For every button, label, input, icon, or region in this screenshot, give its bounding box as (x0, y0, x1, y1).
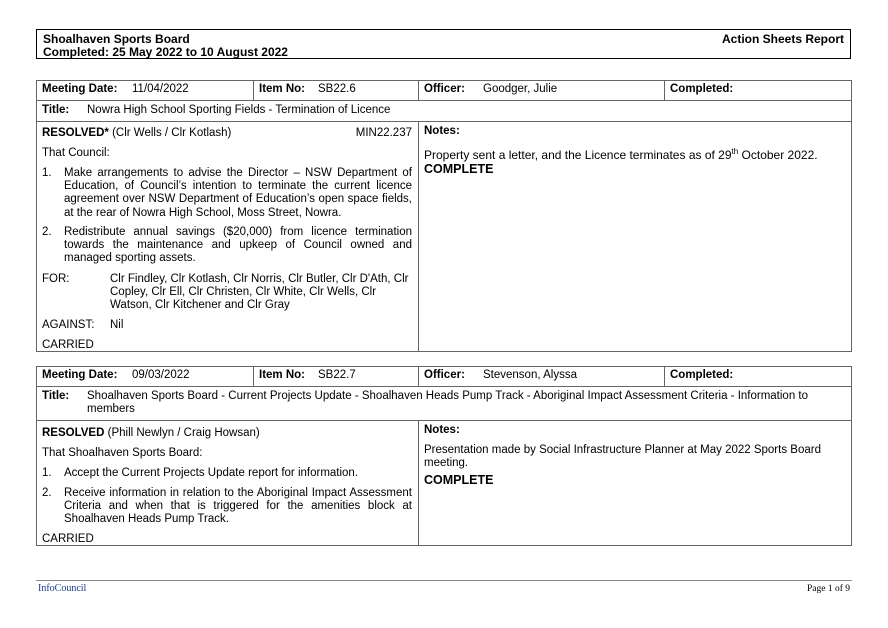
organisation-name: Shoalhaven Sports Board (43, 32, 190, 46)
resolution-heading (42, 427, 412, 440)
action-item-2 (36, 366, 852, 546)
meeting-date-label: Meeting Date: (42, 369, 118, 381)
resolved-label: RESOLVED* (42, 127, 109, 139)
item-no-label: Item No: (259, 369, 305, 381)
completed-label: Completed: (670, 369, 734, 381)
footer-divider (36, 580, 852, 581)
minute-reference: MIN22.237 (355, 127, 412, 139)
resolution-panel (37, 122, 418, 351)
list-text: Receive information in relation to the Aboriginal Impact Assessment Criteria and when that is triggered for the amenities block at Shoalhaven Heads Pump Track. (64, 487, 412, 526)
resolution-intro: That Council: (42, 147, 110, 159)
notes-panel (418, 421, 851, 545)
page-number: Page 1 of 9 (806, 584, 850, 594)
list-number: 1. (42, 467, 52, 479)
meeting-date-label: Meeting Date: (42, 83, 118, 95)
resolution-panel (37, 421, 418, 545)
item-no-label: Item No: (259, 83, 305, 95)
title-label: Title: (42, 104, 70, 116)
meeting-date-value: 09/03/2022 (132, 369, 190, 381)
officer-label: Officer: (424, 83, 465, 95)
report-header (36, 29, 851, 59)
resolved-label: RESOLVED (42, 427, 105, 439)
item-title: Nowra High School Sporting Fields - Termination of Licence (87, 104, 391, 116)
list-number: 2. (42, 487, 52, 499)
completed-label: Completed: (670, 83, 734, 95)
report-title: Action Sheets Report (721, 32, 844, 46)
item-no-value: SB22.7 (318, 369, 356, 381)
notes-panel (418, 122, 851, 351)
item-2-meta-row (37, 367, 851, 387)
against-text: Nil (110, 319, 124, 331)
list-number: 2. (42, 226, 52, 238)
resolution-intro: That Shoalhaven Sports Board: (42, 447, 203, 459)
resolution-heading (42, 127, 412, 140)
footer-brand: InfoCouncil (38, 583, 87, 594)
officer-label: Officer: (424, 369, 465, 381)
notes-text (424, 145, 845, 162)
for-label: FOR: (42, 273, 70, 285)
movers: (Phill Newlyn / Craig Howsan) (107, 427, 260, 439)
against-label: AGAINST: (42, 319, 95, 331)
for-text: Clr Findley, Clr Kotlash, Clr Norris, Clr Butler, Clr D'Ath, Clr Copley, Clr Ell, Clr Christen, Clr White, Clr Wells, Clr Watson, Clr Kitchener and Clr Gray (110, 273, 409, 312)
notes-text-main: Property sent a letter, and the Licence terminates as of 29 (424, 148, 732, 162)
title-label: Title: (42, 390, 70, 402)
item-1-meta-row (37, 81, 851, 101)
officer-value: Goodger, Julie (483, 83, 558, 95)
action-item-1 (36, 80, 852, 352)
carried-text: CARRIED (42, 339, 94, 351)
list-text: Redistribute annual savings ($20,000) from licence termination towards the maintenance and upkeep of Council owned and managed sporting assets. (64, 226, 412, 265)
movers: (Clr Wells / Clr Kotlash) (112, 127, 232, 139)
complete-status: COMPLETE (424, 162, 494, 176)
notes-superscript: th (731, 147, 739, 156)
notes-text-end: October 2022. (738, 148, 818, 162)
list-text: Accept the Current Projects Update report for information. (64, 467, 359, 479)
item-no-value: SB22.6 (318, 83, 356, 95)
list-text: Make arrangements to advise the Director – NSW Department of Education, of Council’s intention to terminate the current licence agreement over NSW Department of Education’s open space fields, at the rear of Nowra High School, Moss Street, Nowra. (64, 167, 412, 219)
item-1-title-row (37, 101, 851, 122)
item-2-body (37, 421, 851, 545)
notes-label: Notes: (424, 125, 460, 137)
carried-text: CARRIED (42, 533, 94, 545)
item-1-body (37, 122, 851, 351)
officer-value: Stevenson, Alyssa (483, 369, 577, 381)
notes-text: Presentation made by Social Infrastructure Planner at May 2022 Sports Board meeting. (424, 444, 821, 470)
list-number: 1. (42, 167, 52, 179)
notes-label: Notes: (424, 424, 460, 436)
item-2-title-row (37, 387, 851, 421)
complete-status: COMPLETE (424, 473, 494, 487)
item-title: Shoalhaven Sports Board - Current Projects Update - Shoalhaven Heads Pump Track - Aboriginal Impact Assessment Criteria - Information to members (87, 390, 809, 416)
report-period: Completed: 25 May 2022 to 10 August 2022 (43, 45, 288, 59)
meeting-date-value: 11/04/2022 (132, 83, 189, 95)
